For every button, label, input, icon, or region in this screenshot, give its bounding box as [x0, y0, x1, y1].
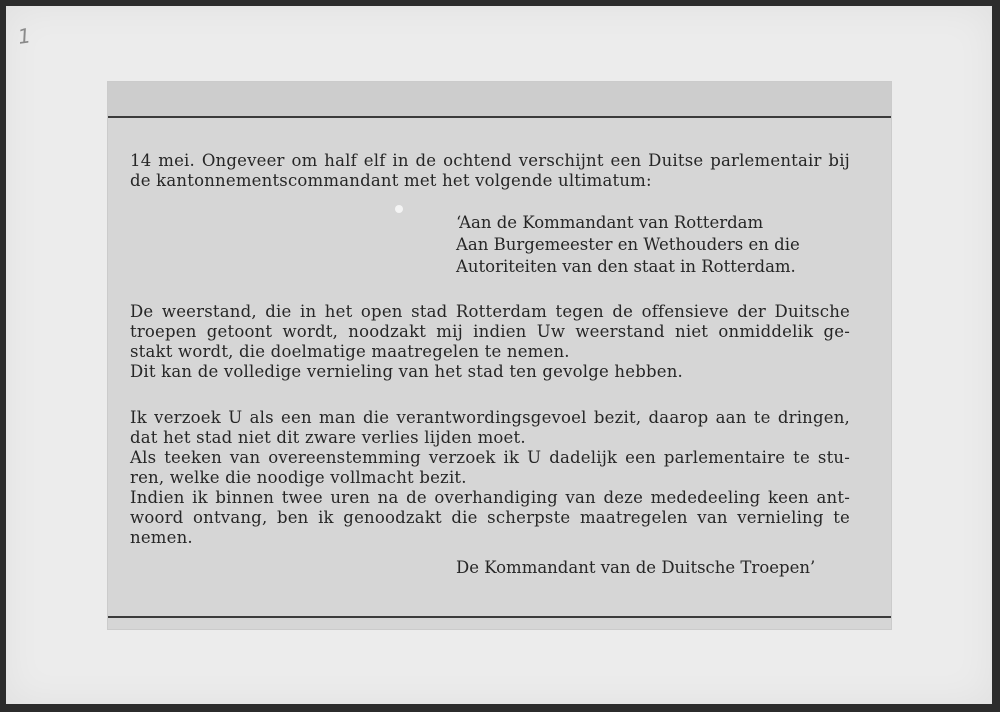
bottom-rule: [108, 616, 891, 618]
address-line: ‘Aan de Kommandant van Rotterdam: [456, 213, 764, 232]
text-line: Dit kan de volledige vernieling van het stad ten gevolge hebben.: [130, 362, 683, 381]
clipping-header-band: [108, 82, 891, 116]
text-line: Ik verzoek U als een man die verantwordingsgevoel bezit, daarop aan te dringen,: [130, 408, 850, 427]
text-line: stakt wordt, die doelmatige maatregelen te nemen.: [130, 342, 570, 361]
ultimatum-paragraph-1: [130, 302, 850, 382]
text-line: nemen.: [130, 528, 193, 547]
address-line: Autoriteiten van den staat in Rotterdam.: [456, 257, 796, 276]
paper-speck: [395, 205, 403, 213]
ultimatum-paragraph-2: [130, 408, 850, 548]
text-line: 14 mei. Ongeveer om half elf in de ochtend verschijnt een Duitse parlementair bij: [130, 151, 850, 170]
text-line: de kantonnementscommandant met het volgende ultimatum:: [130, 171, 652, 190]
signature-line: De Kommandant van de Duitsche Troepen’: [456, 558, 816, 577]
text-line: Als teeken van overeenstemming verzoek ik U dadelijk een parlementaire te stu-: [130, 448, 850, 467]
text-line: Indien ik binnen twee uren na de overhandiging van deze mededeeling keen ant-: [130, 488, 850, 507]
page-number-mark: 1: [16, 23, 33, 49]
ultimatum-address: [456, 212, 800, 278]
top-rule: [108, 116, 891, 118]
document-clipping: [107, 81, 892, 630]
signature: [456, 557, 815, 579]
intro-paragraph: [130, 151, 850, 191]
text-line: troepen getoont wordt, noodzakt mij indien Uw weerstand niet onmiddelik ge-: [130, 322, 850, 341]
photo-mount: [6, 6, 992, 704]
text-line: dat het stad niet dit zware verlies lijden moet.: [130, 428, 526, 447]
text-line: woord ontvang, ben ik genoodzakt die scherpste maatregelen van vernieling te: [130, 508, 850, 527]
text-line: ren, welke die noodige vollmacht bezit.: [130, 468, 467, 487]
address-line: Aan Burgemeester en Wethouders en die: [456, 235, 800, 254]
text-line: De weerstand, die in het open stad Rotterdam tegen de offensieve der Duitsche: [130, 302, 850, 321]
